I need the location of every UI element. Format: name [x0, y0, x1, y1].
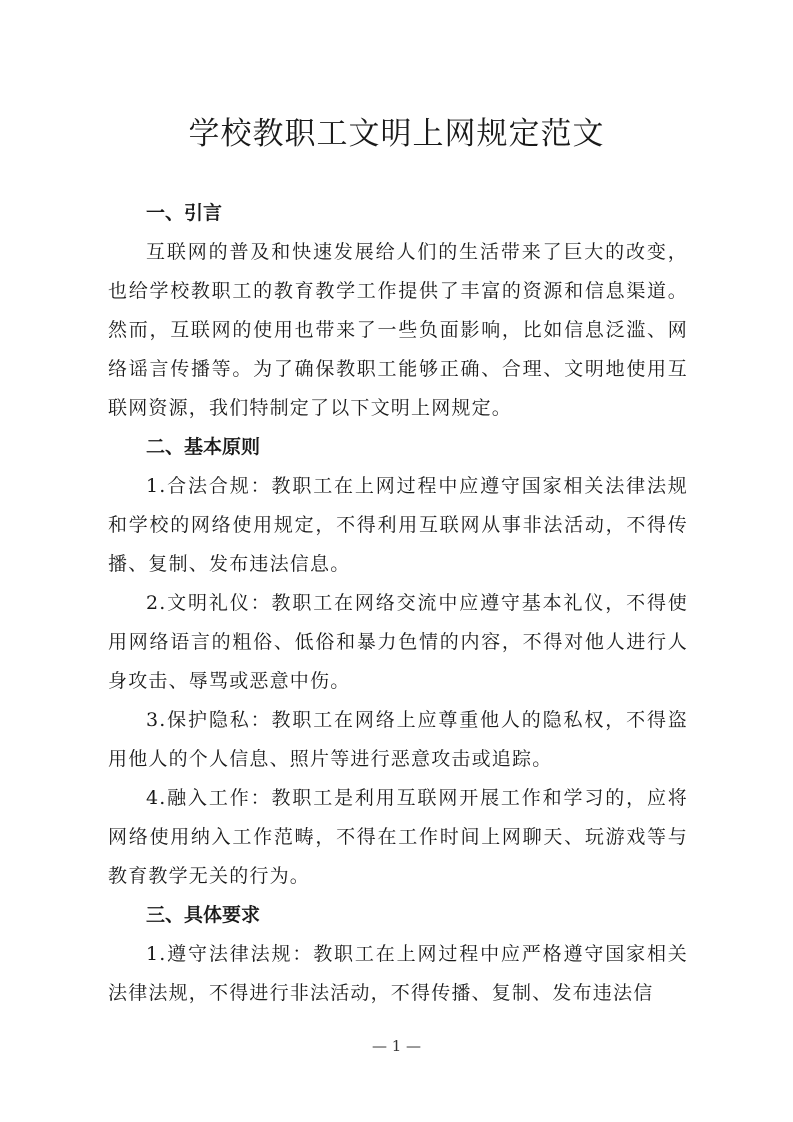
page-number: — 1 — [371, 1037, 422, 1055]
paragraph: 4.融入工作：教职工是利用互联网开展工作和学习的，应将网络使用纳入工作范畴，不得在工作时间上网聊天、玩游戏等与教育教学无关的行为。 [108, 787, 688, 887]
paragraph: 1.遵守法律法规：教职工在上网过程中应严格遵守国家相关法律法规，不得进行非法活动，不得传播、复制、发布违法信 [108, 943, 688, 1004]
section-introduction [108, 194, 688, 428]
paragraph: 互联网的普及和快速发展给人们的生活带来了巨大的改变，也给学校教职工的教育教学工作提供了丰富的资源和信息渠道。然而，互联网的使用也带来了一些负面影响，比如信息泛滥、网络谣言传播等。为了确保教职工能够正确、合理、文明地使用互联网资源，我们特制定了以下文明上网规定。 [108, 241, 688, 419]
document-title: 学校教职工文明上网规定范文 [188, 116, 605, 152]
section-heading: 二、基本原则 [146, 436, 261, 458]
section-heading: 三、具体要求 [146, 904, 261, 926]
section-heading: 一、引言 [146, 202, 223, 224]
section-basic-principles [108, 428, 688, 896]
paragraph: 3.保护隐私：教职工在网络上应尊重他人的隐私权，不得盗用他人的个人信息、照片等进行恶意攻击或追踪。 [108, 709, 688, 770]
paragraph: 1.合法合规：教职工在上网过程中应遵守国家相关法律法规和学校的网络使用规定，不得利用互联网从事非法活动，不得传播、复制、发布违法信息。 [108, 475, 688, 575]
paragraph: 2.文明礼仪：教职工在网络交流中应遵守基本礼仪，不得使用网络语言的粗俗、低俗和暴力色情的内容，不得对他人进行人身攻击、辱骂或恶意中伤。 [108, 592, 688, 692]
section-specific-requirements [108, 896, 688, 1013]
document-body [108, 194, 688, 1013]
